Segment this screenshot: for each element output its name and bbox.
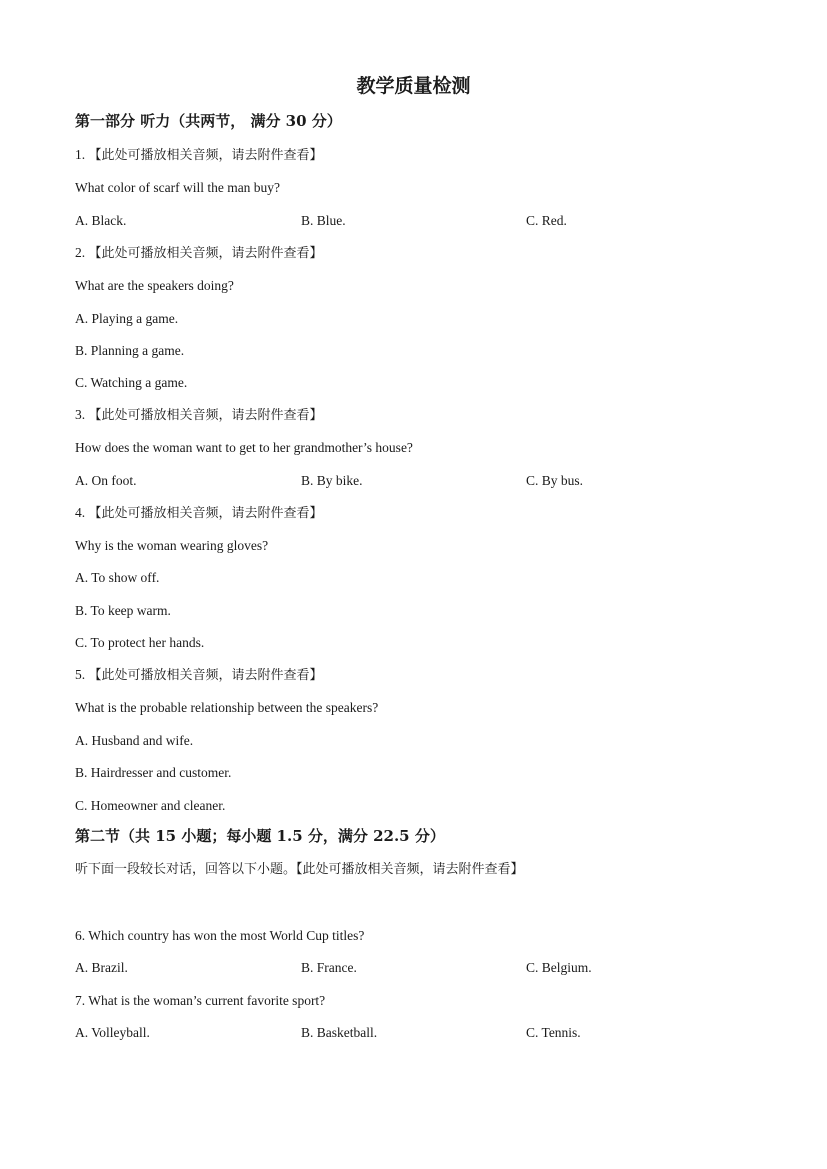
option-b[interactable]: B. To keep warm.: [75, 603, 171, 618]
question-number: 5.: [75, 667, 86, 682]
option-b[interactable]: B. France.: [301, 960, 357, 975]
option-a[interactable]: A. Black.: [75, 213, 127, 228]
question-2-audio[interactable]: [75, 244, 323, 263]
option-a[interactable]: A. To show off.: [75, 570, 160, 585]
option-b[interactable]: B. Planning a game.: [75, 343, 185, 358]
question-3-text: How does the woman want to get to her grandmother’s house?: [75, 440, 413, 455]
audio-link[interactable]: 【此处可播放相关音频，请去附件查看】: [88, 246, 323, 261]
option-b[interactable]: B. By bike.: [301, 473, 363, 488]
option-b[interactable]: B. Blue.: [301, 213, 346, 228]
option-c[interactable]: C. To protect her hands.: [75, 635, 205, 650]
part2-heading: 第二节（共 15 小题；每小题 1.5 分，满分 22.5 分）: [75, 827, 445, 845]
question-number: 4.: [75, 505, 86, 520]
option-a[interactable]: A. Husband and wife.: [75, 733, 194, 748]
option-c[interactable]: C. Belgium.: [526, 960, 592, 975]
option-c[interactable]: C. Tennis.: [526, 1025, 581, 1040]
option-b[interactable]: B. Hairdresser and customer.: [75, 765, 232, 780]
question-number: 2.: [75, 245, 86, 260]
question-3-audio[interactable]: [75, 406, 323, 425]
question-number: 1.: [75, 147, 86, 162]
audio-link[interactable]: 【此处可播放相关音频，请去附件查看】: [88, 506, 323, 521]
question-7-options: [75, 1024, 755, 1042]
option-a[interactable]: A. Brazil.: [75, 960, 128, 975]
audio-link[interactable]: 【此处可播放相关音频，请去附件查看】: [88, 408, 323, 423]
option-a[interactable]: A. Volleyball.: [75, 1025, 150, 1040]
part2-instruction[interactable]: 听下面一段较长对话，回答以下小题。【此处可播放相关音频，请去附件查看】: [75, 862, 524, 877]
question-7-text: 7. What is the woman’s current favorite sport?: [75, 993, 326, 1008]
question-4-text: Why is the woman wearing gloves?: [75, 538, 269, 553]
option-c[interactable]: C. By bus.: [526, 473, 584, 488]
audio-link[interactable]: 【此处可播放相关音频，请去附件查看】: [88, 668, 323, 683]
question-number: 3.: [75, 407, 86, 422]
part1-heading: 第一部分 听力（共两节， 满分 30 分）: [75, 112, 342, 130]
question-5-text: What is the probable relationship between the speakers?: [75, 700, 379, 715]
question-2-text: What are the speakers doing?: [75, 278, 234, 293]
option-a[interactable]: A. Playing a game.: [75, 311, 179, 326]
question-5-audio[interactable]: [75, 666, 323, 685]
option-c[interactable]: C. Red.: [526, 213, 567, 228]
question-6-options: [75, 959, 755, 977]
question-1-options: [75, 212, 755, 230]
option-a[interactable]: A. On foot.: [75, 473, 137, 488]
option-c[interactable]: C. Homeowner and cleaner.: [75, 798, 226, 813]
question-4-audio[interactable]: [75, 504, 323, 523]
audio-link[interactable]: 【此处可播放相关音频，请去附件查看】: [88, 148, 323, 163]
option-b[interactable]: B. Basketball.: [301, 1025, 378, 1040]
question-1-audio[interactable]: [75, 146, 323, 165]
option-c[interactable]: C. Watching a game.: [75, 375, 188, 390]
question-3-options: [75, 472, 755, 490]
question-6-text: 6. Which country has won the most World Cup titles?: [75, 928, 365, 943]
page-title: 教学质量检测: [356, 75, 471, 97]
question-1-text: What color of scarf will the man buy?: [75, 180, 281, 195]
